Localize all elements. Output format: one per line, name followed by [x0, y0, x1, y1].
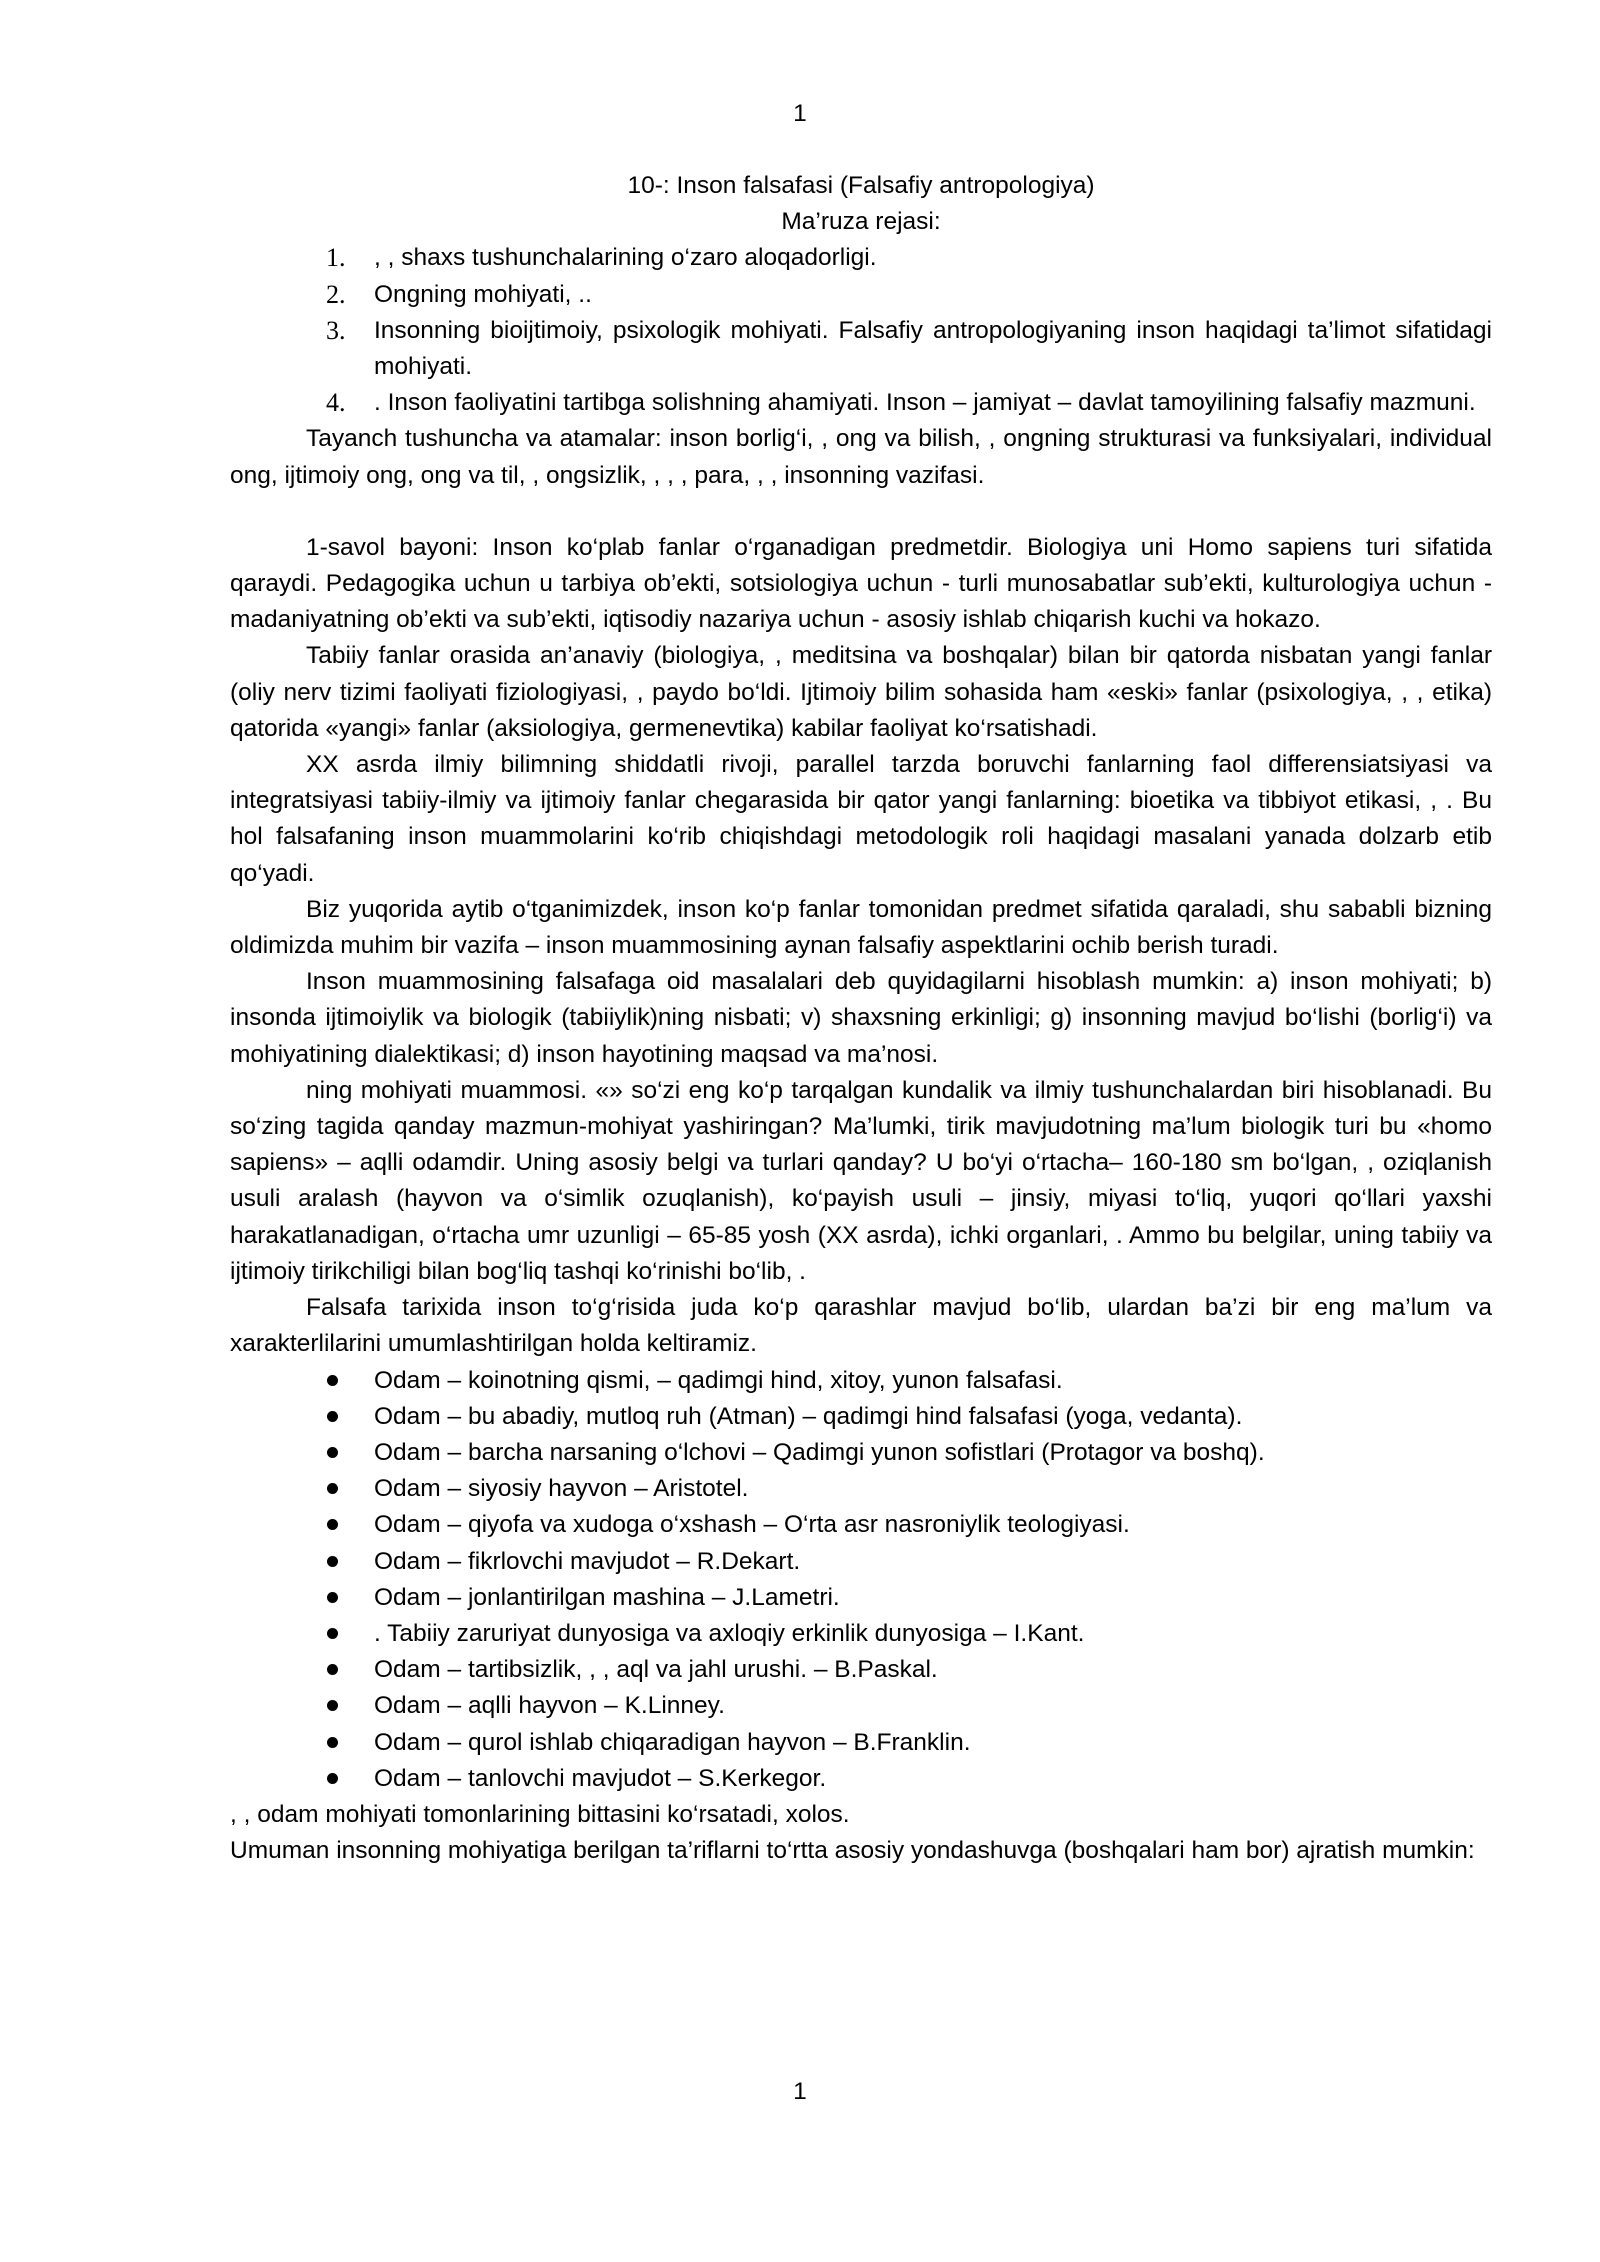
definition-item: Odam – koinotning qismi, – qadimgi hind, xitoy, yunon falsafasi.: [230, 1363, 1492, 1399]
definition-item: Odam – tartibsizlik, , , aql va jahl urushi. – B.Paskal.: [230, 1652, 1492, 1688]
plan-item: [230, 240, 1492, 276]
definitions-list: [230, 1363, 1492, 1797]
paragraph: XX asrda ilmiy bilimning shiddatli rivoji, parallel tarzda boruvchi fanlarning faol differensiatsiyasi va integratsiyasi tabiiy-ilmiy va ijtimoiy fanlar chegarasida bir qator yangi fanlarning: bioetika va tibbiyot etikasi, , . Bu hol falsafaning inson muammolarini ko‘rib chiqishdagi metodologik roli haqidagi masalani yanada dolzarb etib qo‘yadi.: [230, 751, 1492, 887]
definition-item: Odam – barcha narsaning o‘lchovi – Qadimgi yunon sofistlari (Protagor va boshq).: [230, 1435, 1492, 1471]
bullet-icon: [327, 1447, 338, 1458]
bullet-icon: [327, 1700, 338, 1711]
lecture-title: 10-: Inson falsafasi (Falsafiy antropologiya): [627, 172, 1095, 199]
paragraph: Falsafa tarixida inson to‘g‘risida juda ko‘p qarashlar mavjud bo‘lib, ulardan ba’zi bir eng ma’lum va xarakterlilarini umumlashtirilgan holda keltiramiz.: [230, 1294, 1492, 1358]
bullet-icon: [327, 1483, 338, 1494]
plan-item-text: . Inson faoliyatini tartibga solishning ahamiyati. Inson – jamiyat – davlat tamoyilining falsafiy mazmuni.: [374, 389, 1476, 417]
definition-item: Odam – qurol ishlab chiqaradigan hayvon – B.Franklin.: [230, 1725, 1492, 1761]
plan-item-text: , , shaxs tushunchalarining o‘zaro aloqadorligi.: [374, 244, 877, 272]
plan-item-text: Ongning mohiyati, ..: [374, 280, 592, 308]
bullet-icon: [327, 1592, 338, 1603]
blank-line: [230, 494, 1492, 530]
page-number-top: 1: [793, 100, 807, 127]
definition-item: Odam – jonlantirilgan mashina – J.Lametri.: [230, 1580, 1492, 1616]
definition-item: . Tabiiy zaruriyat dunyosiga va axloqiy erkinlik dunyosiga – I.Kant.: [230, 1616, 1492, 1652]
definition-item: Odam – siyosiy hayvon – Aristotel.: [230, 1471, 1492, 1507]
bullet-icon: [327, 1664, 338, 1675]
paragraph: , , odam mohiyati tomonlarining bittasini ko‘rsatadi, xolos.: [230, 1800, 850, 1828]
definition-item: Odam – fikrlovchi mavjudot – R.Dekart.: [230, 1544, 1492, 1580]
definition-item: Odam – bu abadiy, mutloq ruh (Atman) – qadimgi hind falsafasi (yoga, vedanta).: [230, 1399, 1492, 1435]
plan-item-number: 4.: [326, 388, 346, 418]
paragraph: 1-savol bayoni: Inson ko‘plab fanlar o‘rganadigan predmetdir. Biologiya uni Homo sapiens turi sifatida qaraydi. Pedagogika uchun u tarbiya ob’ekti, sotsiologiya uchun - turli munosabatlar sub’ekti, kulturologiya uchun - madaniyatning ob’ekti va sub’ekti, iqtisodiy nazariya uchun - asosiy ishlab chiqarish kuchi va hokazo.: [230, 533, 1492, 634]
document-body: [230, 168, 1492, 1869]
paragraph: ning mohiyati muammosi. «» so‘zi eng ko‘p tarqalgan kundalik va ilmiy tushunchalardan biri hisoblanadi. Bu so‘zing tagida qanday mazmun-mohiyat yashiringan? Ma’lumki, tirik mavjudotning ma’lum biologik turi bu «homo sapiens» – aqlli odamdir. Uning asosiy belgi va turlari qanday? U bo‘yi o‘rtacha– 160-180 sm bo‘lgan, , oziqlanish usuli aralash (hayvon va o‘simlik ozuqlanish), ko‘payish usuli – jinsiy, miyasi to‘liq, yuqori qo‘llari yaxshi harakatlanadigan, o‘rtacha umr uzunligi – 65-85 yosh (XX asrda), ichki organlari, . Ammo bu belgilar, uning tabiiy va ijtimoiy tirikchiligi bilan bog‘liq tashqi ko‘rinishi bo‘lib, .: [230, 1076, 1492, 1285]
definition-item: Odam – qiyofa va xudoga o‘xshash – O‘rta asr nasroniylik teologiyasi.: [230, 1507, 1492, 1543]
definition-item: Odam – tanlovchi mavjudot – S.Kerkegor.: [230, 1761, 1492, 1797]
bullet-icon: [327, 1411, 338, 1422]
bullet-icon: [327, 1737, 338, 1748]
plan-item-number: 3.: [326, 315, 346, 345]
bullet-icon: [327, 1556, 338, 1567]
paragraph: Tabiiy fanlar orasida an’anaviy (biologiya, , meditsina va boshqalar) bilan bir qatorda nisbatan yangi fanlar (oliy nerv tizimi faoliyati fiziologiyasi, , paydo bo‘ldi. Ijtimoiy bilim sohasida ham «eski» fanlar (psixologiya, , , etika) qatorida «yangi» fanlar (aksiologiya, germenevtika) kabilar faoliyat ko‘rsatishadi.: [230, 642, 1492, 742]
plan-list: [230, 240, 1492, 421]
bullet-icon: [327, 1519, 338, 1530]
paragraph: Umuman insonning mohiyatiga berilgan ta’riflarni to‘rtta asosiy yondashuvga (boshqalari ham bor) ajratish mumkin:: [230, 1837, 1475, 1865]
plan-item: [230, 313, 1492, 385]
definition-item: Odam – aqlli hayvon – K.Linney.: [230, 1688, 1492, 1724]
bullet-icon: [327, 1628, 338, 1639]
paragraph: Inson muammosining falsafaga oid masalalari deb quyidagilarni hisoblash mumkin: a) inson mohiyati; b) insonda ijtimoiylik va biologik (tabiiylik)ning nisbati; v) shaxsning erkinligi; g) insonning mavjud bo‘lishi (borlig‘i) va mohiyatining dialektikasi; d) inson hayotining maqsad va ma’nosi.: [230, 968, 1492, 1068]
bullet-icon: [327, 1773, 338, 1784]
bullet-icon: [327, 1375, 338, 1386]
key-terms: Tayanch tushuncha va atamalar: inson borlig‘i, , ong va bilish, , ongning strukturasi va funksiyalari, individual ong, ijtimoiy ong, ong va til, , ongsizlik, , , , para, , , insonning vazifasi.: [230, 425, 1492, 489]
page-number-bottom: 1: [793, 2078, 807, 2105]
plan-item-text: Insonning bioijtimoiy, psixologik mohiyati. Falsafiy antropologiyaning inson haqidagi ta’limot sifatidagi mohiyati.: [374, 316, 1492, 381]
paragraph: Biz yuqorida aytib o‘tganimizdek, inson ko‘p fanlar tomonidan predmet sifatida qaraladi, shu sababli bizning oldimizda muhim bir vazifa – inson muammosining aynan falsafiy aspektlarini ochib berish turadi.: [230, 895, 1492, 960]
plan-item-number: 2.: [326, 279, 346, 309]
plan-item: [230, 277, 1492, 313]
plan-item: [230, 385, 1492, 421]
plan-heading: Ma’ruza rejasi:: [781, 208, 941, 236]
plan-item-number: 1.: [326, 243, 346, 273]
